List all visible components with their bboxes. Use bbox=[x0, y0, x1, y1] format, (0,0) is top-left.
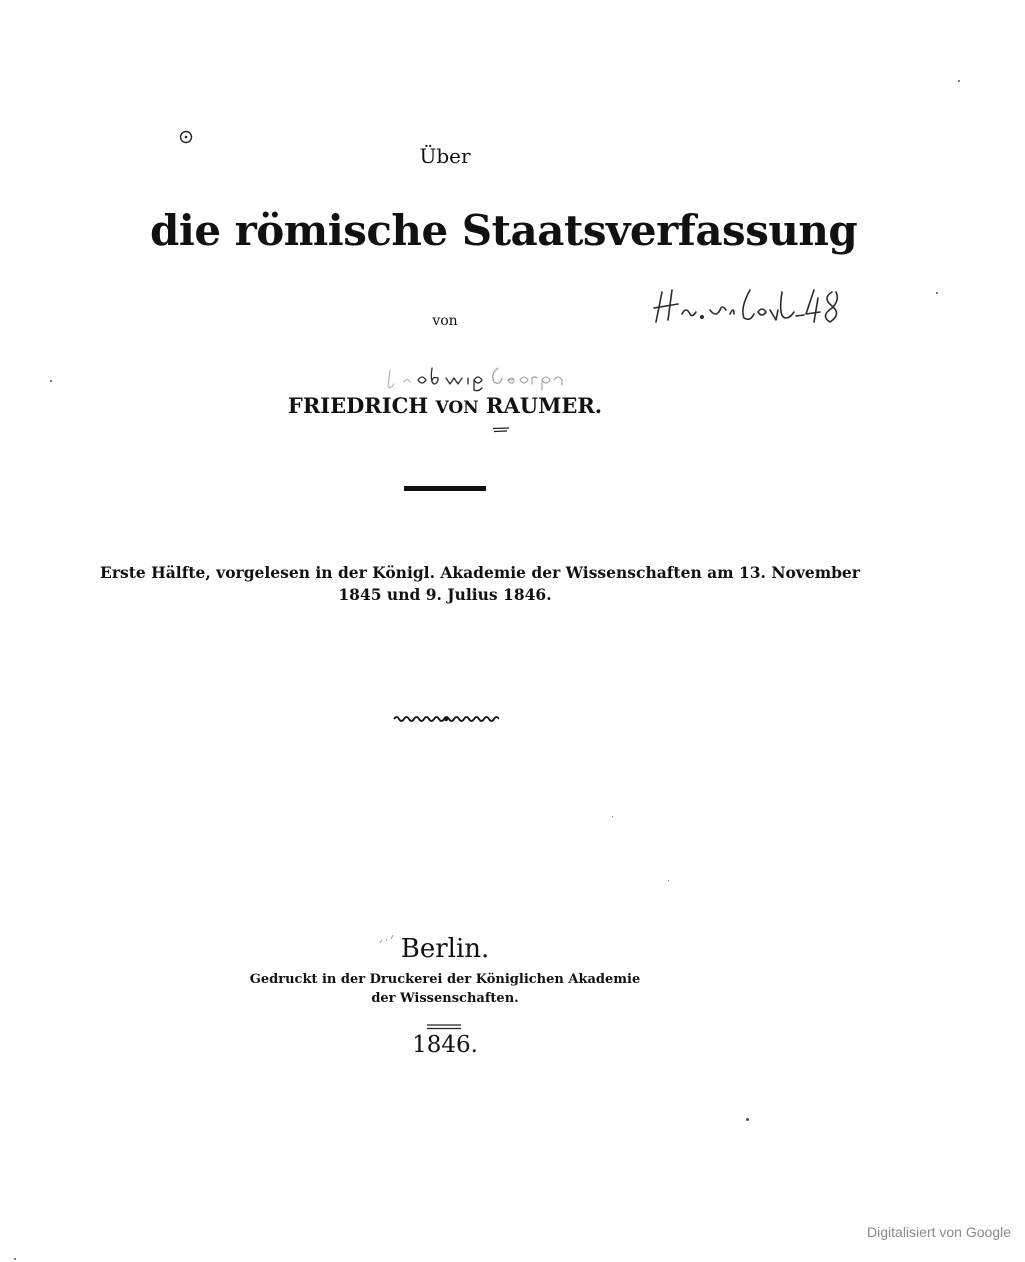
printer-line-1: Gedruckt in der Druckerei der Königlichen Akademie bbox=[249, 972, 641, 987]
author-first-name: FRIEDRICH bbox=[287, 393, 429, 418]
book-title: die römische Staatsverfassung bbox=[150, 206, 858, 255]
wavy-ornament-divider bbox=[393, 710, 499, 722]
paper-speck bbox=[668, 880, 669, 881]
subtitle-line-2: 1845 und 9. Julius 1846. bbox=[338, 585, 552, 604]
paper-speck bbox=[746, 1118, 749, 1121]
handwritten-names-annotation bbox=[380, 364, 570, 394]
by-label: von bbox=[432, 313, 458, 329]
printer-line-2: der Wissenschaften. bbox=[371, 991, 519, 1006]
digitization-watermark: Digitalisiert von Google bbox=[867, 1224, 1011, 1240]
paper-speck bbox=[14, 1258, 16, 1260]
paper-speck bbox=[50, 380, 52, 382]
library-stamp-circle-icon bbox=[178, 129, 194, 145]
paper-speck bbox=[958, 80, 960, 82]
handwritten-shelfmark bbox=[652, 284, 848, 330]
author-last-name: RAUMER. bbox=[486, 393, 603, 418]
publication-place: Berlin. bbox=[400, 934, 490, 964]
handwritten-underline bbox=[492, 418, 510, 424]
paper-speck bbox=[936, 292, 938, 294]
thick-rule-divider bbox=[404, 486, 486, 491]
author-name bbox=[270, 393, 620, 418]
pre-title: Über bbox=[419, 144, 471, 168]
subtitle-line-1: Erste Hälfte, vorgelesen in der Königl. Akademie der Wissenschaften am 13. November bbox=[100, 563, 860, 582]
publication-year: 1846. bbox=[412, 1032, 478, 1058]
author-particle: VON bbox=[435, 398, 479, 418]
double-rule-divider bbox=[427, 1015, 461, 1021]
paper-speck bbox=[612, 816, 613, 817]
